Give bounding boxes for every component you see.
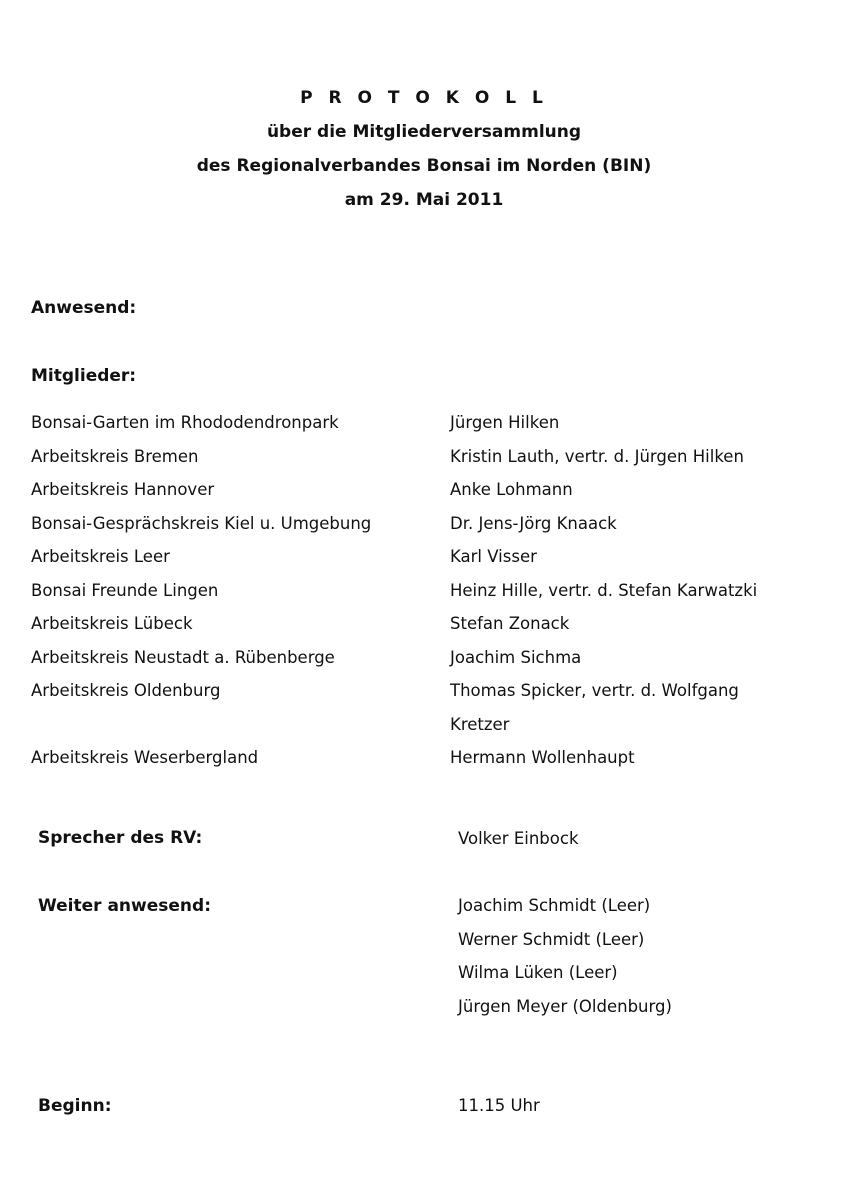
title-line-protokoll: P R O T O K O L L bbox=[300, 88, 548, 108]
member-organization: Arbeitskreis Lübeck bbox=[31, 614, 193, 633]
beginn-values bbox=[458, 1089, 540, 1123]
member-organization: Arbeitskreis Weserbergland bbox=[31, 748, 259, 767]
member-organization: Arbeitskreis Leer bbox=[31, 547, 170, 566]
member-row bbox=[31, 473, 821, 507]
member-row bbox=[31, 507, 821, 541]
weiter-anwesend-value: Werner Schmidt (Leer) bbox=[458, 929, 645, 949]
member-person: Stefan Zonack bbox=[450, 614, 570, 633]
beginn-label: Beginn: bbox=[38, 1096, 112, 1116]
members-list bbox=[31, 406, 821, 775]
member-person: Jürgen Hilken bbox=[450, 413, 560, 432]
weiter-anwesend-values bbox=[458, 889, 672, 1023]
member-organization: Arbeitskreis Neustadt a. Rübenberge bbox=[31, 647, 335, 667]
document-title bbox=[0, 84, 848, 220]
weiter-anwesend-value: Joachim Schmidt (Leer) bbox=[458, 896, 651, 915]
title-line-date: am 29. Mai 2011 bbox=[344, 190, 504, 210]
title-line-subject: über die Mitgliederversammlung bbox=[266, 122, 582, 142]
member-organization: Bonsai Freunde Lingen bbox=[31, 580, 219, 600]
member-row bbox=[31, 574, 821, 608]
sprecher-value: Volker Einbock bbox=[458, 829, 579, 848]
weiter-anwesend-value: Wilma Lüken (Leer) bbox=[458, 963, 618, 982]
member-row bbox=[31, 641, 821, 675]
member-organization: Arbeitskreis Oldenburg bbox=[31, 681, 221, 700]
member-row bbox=[31, 440, 821, 474]
member-person: Anke Lohmann bbox=[450, 480, 573, 499]
weiter-anwesend-label: Weiter anwesend: bbox=[38, 896, 211, 916]
member-row bbox=[31, 607, 821, 641]
member-person: Thomas Spicker, vertr. d. Wolfgang Kretzer bbox=[450, 681, 739, 734]
mitglieder-heading: Mitglieder: bbox=[31, 366, 137, 386]
title-line-organization: des Regionalverbandes Bonsai im Norden (BIN) bbox=[196, 156, 652, 176]
weiter-anwesend-value: Jürgen Meyer (Oldenburg) bbox=[458, 996, 672, 1016]
member-person: Karl Visser bbox=[450, 547, 537, 566]
member-person: Joachim Sichma bbox=[450, 647, 582, 667]
member-organization: Bonsai-Gesprächskreis Kiel u. Umgebung bbox=[31, 513, 372, 533]
member-person: Heinz Hille, vertr. d. Stefan Karwatzki bbox=[450, 580, 758, 600]
member-row bbox=[31, 540, 821, 574]
beginn-value: 11.15 Uhr bbox=[458, 1096, 540, 1115]
member-row bbox=[31, 406, 821, 440]
member-person: Kristin Lauth, vertr. d. Jürgen Hilken bbox=[450, 446, 744, 466]
member-person: Hermann Wollenhaupt bbox=[450, 748, 635, 767]
member-organization: Bonsai-Garten im Rhododendronpark bbox=[31, 413, 339, 432]
anwesend-heading: Anwesend: bbox=[31, 298, 137, 318]
member-organization: Arbeitskreis Bremen bbox=[31, 446, 199, 466]
member-row bbox=[31, 741, 821, 775]
sprecher-values bbox=[458, 822, 579, 856]
sprecher-label: Sprecher des RV: bbox=[38, 828, 203, 848]
member-organization: Arbeitskreis Hannover bbox=[31, 480, 215, 499]
member-person: Dr. Jens-Jörg Knaack bbox=[450, 513, 617, 533]
member-row bbox=[31, 674, 821, 741]
